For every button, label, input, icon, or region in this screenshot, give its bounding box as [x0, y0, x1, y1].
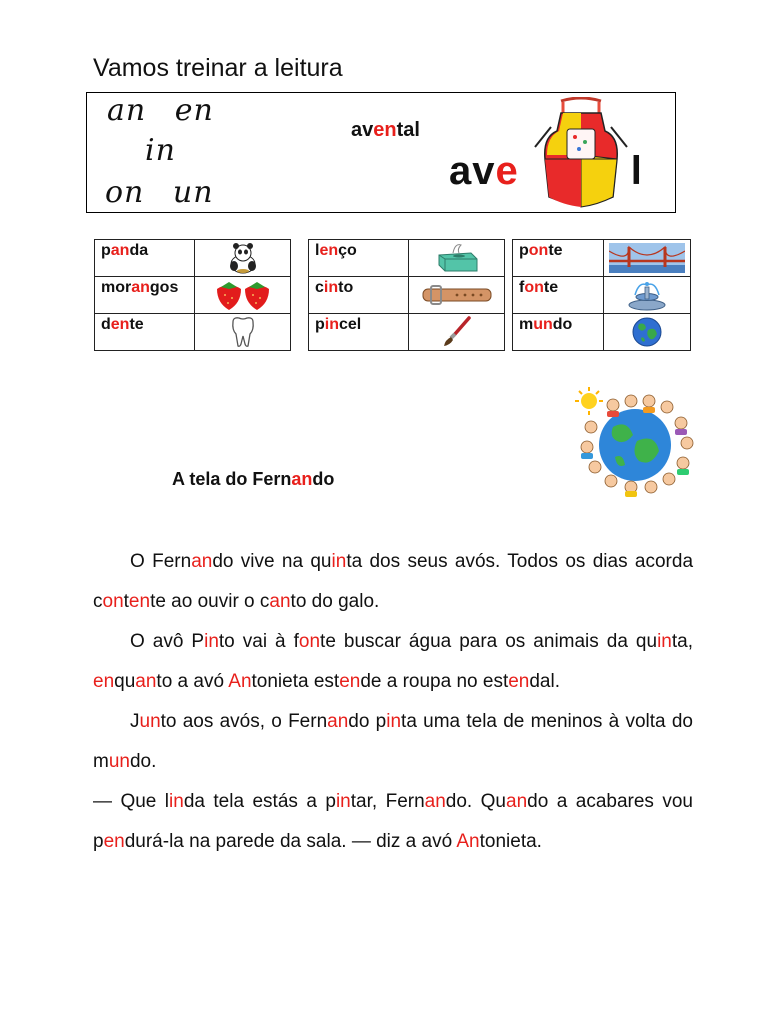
- story-text-segment: O Fern: [130, 551, 192, 572]
- story-text-segment: ta dos seus avós. Todos os dias acorda c: [93, 551, 694, 612]
- highlighted-syllable: on: [298, 631, 321, 652]
- story-paragraph: [93, 542, 693, 622]
- story-paragraph: [93, 782, 693, 862]
- highlighted-syllable: in: [169, 791, 184, 812]
- tissue-box-icon: [435, 243, 479, 273]
- highlighted-syllable: an: [191, 551, 213, 572]
- story-text-segment: — Que l: [93, 791, 170, 812]
- word-pincel: pincel: [309, 314, 409, 351]
- example-word-large: ave l: [449, 149, 643, 193]
- story-text-segment: to a avó: [156, 671, 229, 692]
- story-title: A tela do Fernando: [172, 469, 335, 489]
- story-text-segment: to aos avós, o Fern: [160, 711, 328, 732]
- globe-kids-icon: [573, 383, 697, 499]
- word-cinto: cinto: [309, 277, 409, 314]
- story-text-segment: J: [130, 711, 140, 732]
- story-text-segment: do vive na qu: [212, 551, 332, 572]
- panda-icon: [225, 242, 261, 274]
- highlighted-syllable: en: [93, 671, 115, 692]
- story-text-segment: O avô P: [130, 631, 205, 652]
- highlighted-syllable: in: [386, 711, 402, 732]
- highlighted-syllable: in: [335, 791, 351, 812]
- story-text-segment: do a acabares vou p: [93, 791, 693, 852]
- belt-icon: [421, 282, 493, 308]
- highlighted-syllable: An: [456, 831, 480, 852]
- story-text-segment: to vai à f: [218, 631, 299, 652]
- syllable-box: [86, 92, 676, 213]
- highlighted-syllable: en: [508, 671, 530, 692]
- table-row: [95, 277, 291, 314]
- word-dente: dente: [95, 314, 195, 351]
- story-paragraph: [93, 702, 693, 782]
- highlighted-syllable: An: [228, 671, 252, 692]
- table-row: [513, 277, 691, 314]
- globe-icon: [631, 316, 663, 348]
- table-row: [309, 314, 505, 351]
- word-table-en-in: [308, 239, 505, 351]
- cursive-syllables-an-en: an en: [107, 93, 214, 128]
- table-row: [513, 240, 691, 277]
- story-text-segment: do. Qu: [445, 791, 507, 812]
- highlighted-syllable: in: [657, 631, 672, 652]
- example-word: avental: [351, 119, 420, 141]
- highlighted-syllable: en: [103, 831, 125, 852]
- sun-icon: [575, 387, 603, 415]
- table-row: [309, 277, 505, 314]
- cursive-syllable-in: in: [145, 133, 176, 168]
- table-row: [309, 240, 505, 277]
- highlighted-syllable: un: [108, 751, 130, 772]
- word-table-on-un: [512, 239, 691, 351]
- highlighted-syllable: en: [339, 671, 361, 692]
- story-text-segment: tonieta est: [251, 671, 340, 692]
- strawberries-icon: [213, 279, 273, 311]
- story-text-segment: tonieta.: [479, 831, 542, 852]
- apron-icon: [533, 97, 629, 211]
- highlighted-syllable: un: [139, 711, 161, 732]
- highlighted-syllable: an: [424, 791, 446, 812]
- table-row: [95, 240, 291, 277]
- cursive-syllables-on-un: on un: [105, 175, 214, 210]
- highlighted-syllable: in: [331, 551, 347, 572]
- highlighted-syllable: on: [102, 591, 124, 612]
- highlighted-syllable: in: [204, 631, 219, 652]
- story-text-segment: to do galo.: [290, 591, 380, 612]
- story-text-segment: t: [123, 591, 129, 612]
- story-text-segment: ta uma tela de meninos à volta do m: [93, 711, 693, 772]
- story-paragraph: [93, 622, 693, 702]
- story-text-segment: ta,: [671, 631, 693, 652]
- word-mundo: mundo: [513, 314, 604, 351]
- highlighted-syllable: an: [506, 791, 528, 812]
- paintbrush-icon: [441, 316, 473, 348]
- story-text-segment: do p: [348, 711, 387, 732]
- word-table-an-en: [94, 239, 291, 351]
- page-title: Vamos treinar a leitura: [93, 54, 343, 82]
- bridge-icon: [609, 243, 685, 273]
- tooth-icon: [229, 316, 257, 348]
- word-morangos: morangos: [95, 277, 195, 314]
- table-row: [95, 314, 291, 351]
- story-text-segment: da tela estás a p: [183, 791, 336, 812]
- story-text-segment: qu: [114, 671, 136, 692]
- story-text-segment: durá-la na parede da sala. — diz a avó: [124, 831, 457, 852]
- word-lenco: lenço: [309, 240, 409, 277]
- word-fonte: fonte: [513, 277, 604, 314]
- fountain-icon: [627, 279, 667, 311]
- story-text-segment: te buscar água para os animais da qu: [320, 631, 658, 652]
- highlighted-syllable: en: [128, 591, 151, 612]
- story-text: [93, 542, 693, 862]
- table-row: [513, 314, 691, 351]
- story-text-segment: do.: [129, 751, 157, 772]
- story-text-segment: de a roupa no est: [360, 671, 509, 692]
- highlighted-syllable: an: [327, 711, 349, 732]
- story-text-segment: dal.: [529, 671, 560, 692]
- story-text-segment: te ao ouvir o c: [150, 591, 270, 612]
- word-panda: panda: [95, 240, 195, 277]
- highlighted-syllable: an: [269, 591, 291, 612]
- highlighted-syllable: an: [135, 671, 157, 692]
- word-ponte: ponte: [513, 240, 604, 277]
- story-text-segment: tar, Fern: [350, 791, 425, 812]
